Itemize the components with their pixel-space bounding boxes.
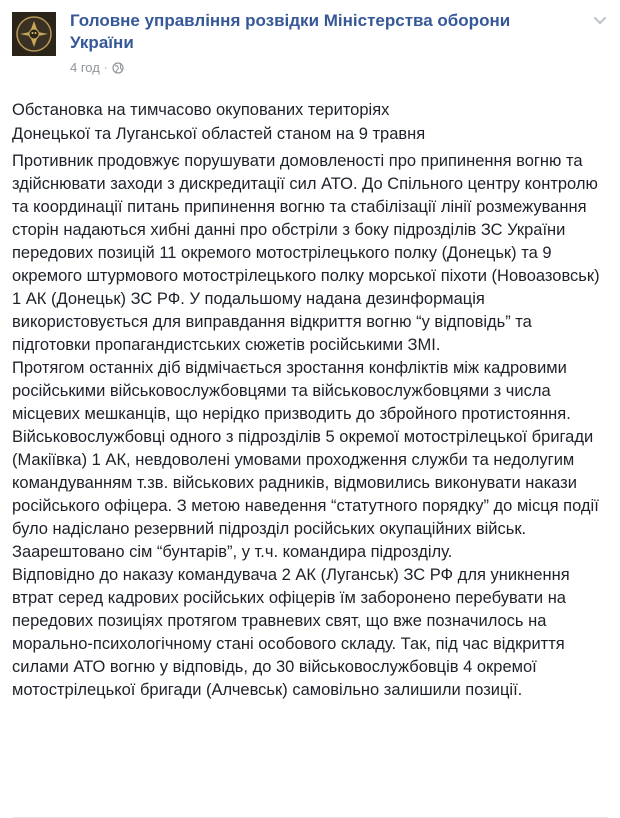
post-title xyxy=(12,98,608,146)
chevron-down-icon[interactable] xyxy=(592,12,608,28)
globe-icon[interactable] xyxy=(112,62,124,74)
post-meta xyxy=(70,60,124,75)
post-timestamp[interactable]: 4 год xyxy=(70,60,100,75)
meta-separator: · xyxy=(103,61,108,74)
title-line-2: Донецької та Луганської областей станом на 9 травня xyxy=(12,125,426,143)
page-avatar[interactable] xyxy=(12,12,56,56)
paragraph-4: Відповідно до наказу командувача 2 АК (Луганськ) ЗС РФ для уникнення втрат серед кадрових російських офіцерів їм заборонено перебувати на передових позиціях протягом травневих свят, що вже позначилось на морально-психологічному стані особового складу. Так, під час відкриття силами АТО вогню у відповідь, до 30 військовослужбовців 4 окремої мотострілецької бригади (Алчевськ) самовільно залишили позиції. xyxy=(12,566,570,699)
title-line-1: Обстановка на тимчасово окупованих територіях xyxy=(12,101,390,119)
post-header xyxy=(12,10,608,80)
owl-emblem-icon xyxy=(12,12,56,56)
page-name-link[interactable]: Головне управління розвідки Міністерства оборони України xyxy=(70,11,511,52)
paragraph-3: Військовослужбовці одного з підрозділів 5 окремої мотострілецької бригади (Макіївка) 1 АК, невдоволені умовами проходження служби та недолугим командуванням т.зв. військових радників, відмовились виконувати накази російського офіцера. З метою наведення “статутного порядку” до місця події було надіслано резервний підрозділ російських окупаційних військ. Заарештовано сім “бунтарів”, у т.ч. командира підрозділу. xyxy=(12,428,599,561)
paragraph-2: Протягом останніх діб відмічається зростання конфліктів між кадровими російськими військовослужбовцями та військовослужбовцями з числа місцевих мешканців, що нерідко призводить до збройного протистояння. xyxy=(12,359,571,423)
paragraph-1: Противник продовжує порушувати домовленості про припинення вогню та здійснювати заходи з дискредитації сил АТО. До Спільного центру контролю та координації питань припинення вогню та стабілізації лінії розмежування сторін надаються хибні данні про обстріли з боку підрозділів ЗС України передових позицій 11 окремого мотострілецького полку (Донецьк) та 9 окремого штурмового мотострілецького полку морської піхоти (Новоазовськ) 1 АК (Донецьк) ЗС РФ. У подальшому надана дезинформація використовується для виправдання відкриття вогню “у відповідь” та підготовки пропагандистських сюжетів російськими ЗМІ. xyxy=(12,152,600,354)
post-body xyxy=(12,150,608,702)
